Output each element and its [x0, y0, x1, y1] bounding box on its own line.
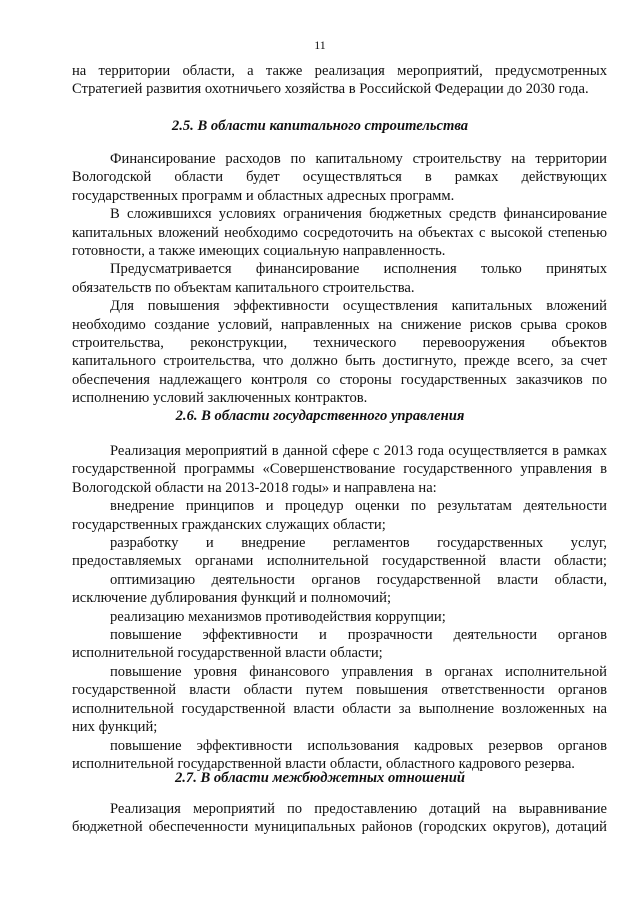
text-line: строительства, реконструкции, технического перевооружения объектов	[72, 335, 607, 352]
text-line: капитальных вложений необходимо сосредоточить на объектах с высокой степенью	[72, 224, 607, 241]
section-heading: 2.6. В области государственного управления	[175, 408, 465, 424]
text-line: Для повышения эффективности осуществления капитальных вложений	[110, 298, 607, 315]
text-line: исполнению условий заключенных контрактов.	[72, 390, 368, 407]
paragraph-block	[72, 62, 607, 99]
text-line: реализацию механизмов противодействия коррупции;	[110, 608, 446, 625]
text-line: обеспечения надлежащего контроля со стороны государственных заказчиков по	[72, 371, 607, 388]
text-line: повышение уровня финансового управления в органах исполнительной	[110, 663, 607, 680]
text-line: исключение дублирования функций и полномочий;	[72, 590, 392, 607]
text-line: бюджетной обеспеченности муниципальных районов (городских округов), дотаций	[72, 819, 607, 836]
text-line: Вологодской области на 2013-2018 годы» и направлена на:	[72, 479, 437, 496]
text-line: Реализация мероприятий в данной сфере с 2013 года осуществляется в рамках	[110, 443, 607, 459]
text-line: оптимизацию деятельности органов государственной власти области,	[110, 571, 607, 588]
text-line: Реализация мероприятий по предоставлению дотаций на выравнивание	[110, 801, 607, 817]
text-line: исполнительной государственной власти области;	[72, 645, 383, 662]
text-line: капитального строительства, что должно быть достигнуто, прежде всего, за счет	[72, 353, 607, 370]
text-line: необходимо создание условий, направленных на снижение рисков срыва сроков	[72, 316, 607, 333]
paragraph-block	[72, 442, 607, 773]
text-line: Предусматривается финансирование исполнения только принятых	[110, 261, 607, 278]
text-line: Стратегией развития охотничьего хозяйства в Российской Федерации до 2030 года.	[72, 81, 589, 98]
page-number: 11	[314, 38, 326, 52]
text-line: предоставляемых органами исполнительной государственной власти области;	[72, 553, 607, 570]
text-line: государственных гражданских служащих области;	[72, 516, 386, 533]
text-line: разработку и внедрение регламентов государственных услуг,	[110, 535, 607, 552]
section-heading: 2.5. В области капитального строительства	[171, 118, 469, 134]
text-line: исполнительной государственной власти области, областного кадрового резерва.	[72, 755, 575, 772]
text-line: них функций;	[72, 719, 158, 736]
text-line: Вологодской области будет осуществляться в рамках действующих	[72, 169, 607, 186]
text-line: государственной программы «Совершенствование государственного управления в	[72, 461, 607, 478]
text-line: Финансирование расходов по капитальному строительству на территории	[110, 151, 607, 167]
text-line: повышение эффективности и прозрачности деятельности органов	[110, 627, 607, 644]
text-line: государственной власти области путем повышения ответственности органов	[72, 682, 607, 699]
text-line: повышение эффективности использования кадровых резервов органов	[110, 737, 607, 754]
paragraph-block	[72, 800, 607, 837]
text-line: государственных программ и областных адресных программ.	[72, 187, 455, 204]
text-line: готовности, а также имеющих социальную направленность.	[72, 243, 446, 260]
paragraph-block	[72, 150, 607, 408]
text-line: на территории области, а также реализация мероприятий, предусмотренных	[72, 63, 607, 79]
text-line: исполнительной государственной власти области за выполнение возложенных на	[72, 700, 607, 717]
section-heading: 2.7. В области межбюджетных отношений	[174, 770, 466, 786]
text-line: внедрение принципов и процедур оценки по результатам деятельности	[110, 498, 607, 515]
text-line: В сложившихся условиях ограничения бюджетных средств финансирование	[110, 206, 607, 223]
text-line: обязательств по объектам капитального строительства.	[72, 279, 415, 296]
